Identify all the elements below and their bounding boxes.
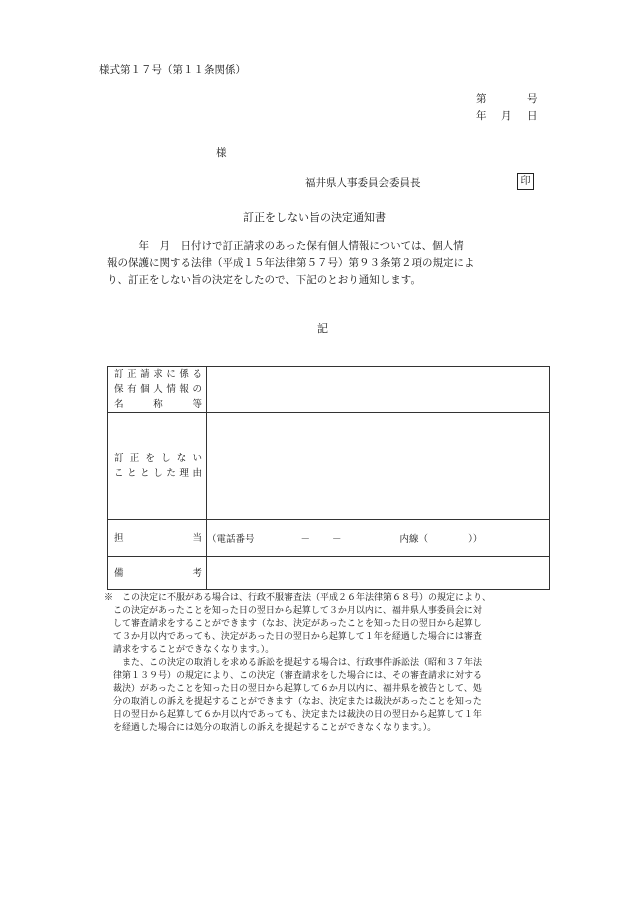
number-gou: 号 [527,93,538,105]
value-contact [207,520,550,557]
note-line: この決定があったことを知った日の翌日から起算して３か月以内に、福井県人事委員会に対 [104,606,482,616]
table-row [108,413,550,520]
note-line: 分の取消しの訴えを提起することができます（なお、決定または裁決があったことを知った [104,697,482,707]
body-paragraph [107,238,475,289]
label-line: 備 考 [114,567,202,579]
label-line: 名 称 等 [114,399,202,410]
value-reason [207,413,550,520]
document-title: 訂正をしない旨の決定通知書 [243,211,386,224]
form-number: 様式第１７号（第１１条関係） [99,64,246,76]
issuer-name: 福井県人事委員会委員長 [305,177,421,189]
note-line: て３か月以内であっても、決定があった日の翌日から起算して１年を経過した場合には審査 [104,632,482,642]
body-line: 年 月 日付けで訂正請求のあった保有個人情報については、個人情 [107,240,464,252]
note-line: 請求をすることができなくなります。）。 [104,645,275,655]
note-line: 裁決）があったことを知った日の翌日から起算して６か月以内に、福井県を被告として、処 [104,684,482,694]
label-line: 担 当 [114,532,202,544]
table-row [108,557,550,590]
body-line: 報の保護に関する法律（平成１５年法律第５７号）第９３条第２項の規定によ [107,257,475,269]
label-line: 訂正請求に係る [114,369,202,380]
note-line: 日の翌日から起算して６か月以内であっても、決定または裁決の日の翌日から起算して１年 [104,710,482,720]
label-line: こととした理由 [114,468,202,479]
table-row [108,367,550,413]
date-day: 日 [527,110,538,122]
note-line: を経過した場合には処分の取消しの訴えを提起することができなくなります。）。 [104,723,437,733]
value-info-name [207,367,550,413]
note-line: また、この決定の取消しを求める訴訟を提起する場合は、行政事件訴訟法（昭和３７年法 [104,658,483,668]
seal-mark: 印 [517,173,534,190]
label-info-name [108,367,207,413]
tel-label: （電話番号 [207,534,255,545]
note-line: して審査請求をすることができます（なお、決定があったことを知った日の翌日から起算し [104,619,482,629]
decision-table [107,366,550,590]
number-dai: 第 [476,93,487,105]
date-month: 月 [501,110,512,122]
value-remarks [207,557,550,590]
note-line: 律第１３９号）の規定により、この決定（審査請求をした場合には、その審査請求に対する [104,671,483,681]
date-year: 年 [476,110,487,122]
label-line: 訂正をしない [114,453,202,464]
body-line: り、訂正をしない旨の決定をしたので、下記のとおり通知します。 [107,274,421,286]
tel-dash: － [300,534,311,545]
label-line: 保有個人情報の [114,384,202,395]
tel-dash: － [332,534,342,545]
extension-label: 内線（ [399,534,429,545]
note-line: ※ この決定に不服がある場合は、行政不服審査法（平成２６年法律第６８号）の規定により、 [104,593,492,603]
notes [104,592,491,735]
extension-close: ）） [468,534,483,545]
label-remarks [108,557,207,590]
label-reason [108,413,207,520]
label-contact [108,520,207,557]
ki-heading: 記 [317,322,328,335]
addressee-honorific: 様 [216,147,227,159]
table-row [108,520,550,557]
